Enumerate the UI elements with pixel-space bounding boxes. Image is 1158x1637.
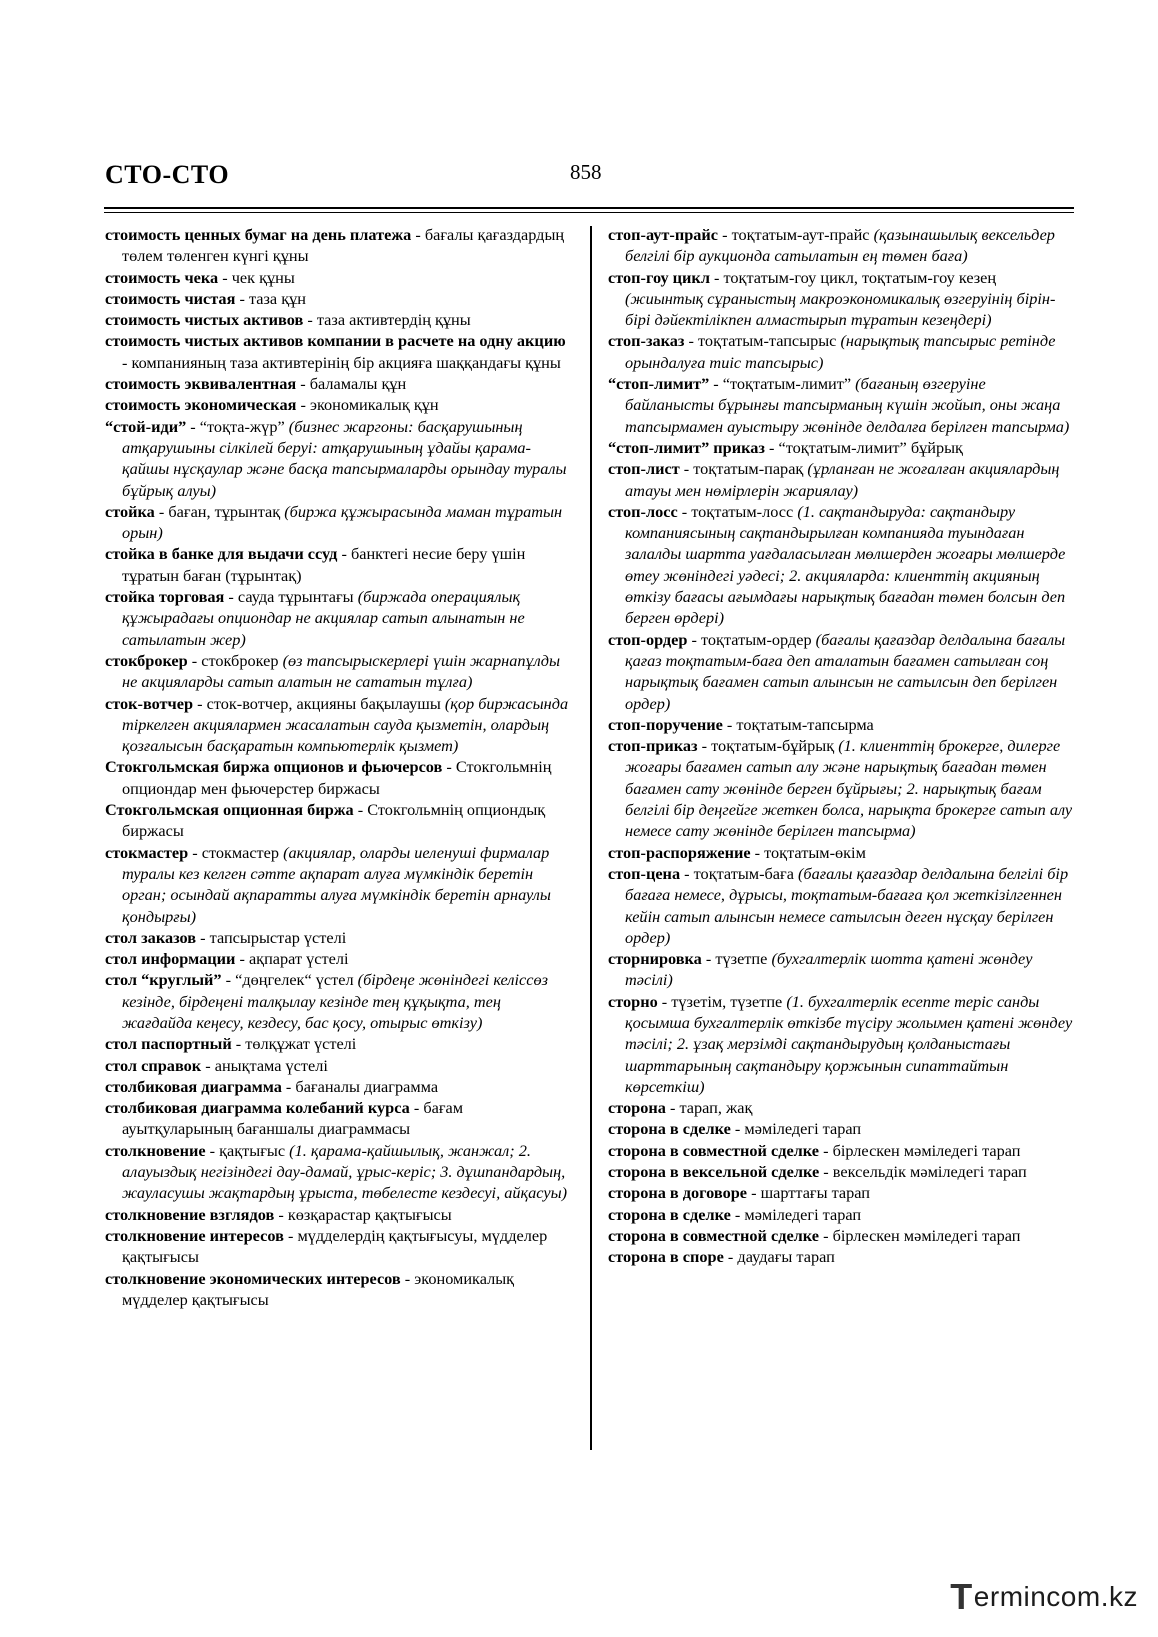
dictionary-entry: стойка торговая - сауда тұрынтағы (биржада операциялық құжырадағы опциондар не акциялар сатып алынатын не сатылатын жер) [105, 587, 525, 649]
left-column [105, 224, 571, 1310]
entry-translation: бағаналы диаграмма [295, 1076, 439, 1096]
dictionary-entry: стоп-цена - тоқтатым-баға (бағалы қағаздар делдалына белгілі бір бағаға немесе, дұрысы, тоқтатым-бағаға қол жеткізілгеннен кейін сатып алынсын немесе сатылсын деген нұсқау берілген ордер) [608, 863, 1069, 947]
entry-term: стоп-гоу цикл [608, 267, 710, 287]
dictionary-entry: сторона в договоре - шарттағы тарап [608, 1183, 871, 1203]
dictionary-entry: стойка в банке для выдачи ссуд - банктегі несие беру үшін тұратын баған (тұрынтақ) [105, 544, 526, 585]
entry-term: стоимость ценных бумаг на день платежа [105, 225, 412, 244]
entry-translation: бірлескен мәміледегі тарап [832, 1225, 1021, 1245]
entry-translation: бағам ауытқуларының бағаншалы диаграммасы [122, 1098, 464, 1139]
entry-term: сторона в совместной сделке [608, 1225, 820, 1245]
dictionary-entry: стоимость эквивалентная - баламалы құн [105, 374, 407, 394]
dictionary-entry: сторона в вексельной сделке - вексельдік мәміледегі тарап [608, 1162, 1027, 1182]
termincom-logo [950, 1575, 1138, 1619]
entry-term: сток-вотчер [105, 693, 194, 713]
entry-note: (биржада операциялық құжырадағы опциондар не акциялар сатып алынатын не сатылатын жер) [122, 587, 525, 649]
header-rule-thin [104, 212, 1074, 213]
entry-note: (1. клиенттің брокерге, дилерге жоғары бағамен сатып алу және нарықтық бағадан төмен бағамен сату жөнінде берген бұйрығы; 2. нарықтық бағам белгілі бір деңгейге жеткен болса, нарықта брокерге сатып алу немесе сату жөнінде берілген тапсырма) [625, 736, 1073, 841]
dictionary-entry: стол заказов - тапсырыстар үстелі [105, 927, 347, 947]
entry-translation: бірлескен мәміледегі тарап [832, 1140, 1021, 1160]
entry-term: стойка [105, 501, 155, 521]
dictionary-entry: сторона в сделке - мәміледегі тарап [608, 1204, 862, 1224]
entry-term: стоп-цена [608, 863, 681, 883]
entry-translation: көзқарастар қақтығысы [287, 1204, 452, 1224]
entry-translation: сауда тұрынтағы [237, 587, 354, 607]
dictionary-entry: “стоп-лимит” - “тоқтатым-лимит” (бағаның өзгеруіне байланысты бұрынғы тапсырманың күшін жойып, оны жаңа тапсырмамен ауыстыру жөнінде делдалға берілген тапсырма) [608, 374, 1070, 436]
dictionary-entry: стол “круглый” - “дөңгелек“ үстел (бірдеңе жөніндегі келіссөз кезінде, бірдеңені талқылау кезінде тең құқықта, тең жағдайда кеңесу, кездесу, бас қосу, отырыс өткізу) [105, 970, 548, 1032]
entry-translation: қақтығыс [219, 1140, 286, 1160]
dictionary-entry: столбиковая диаграмма - бағаналы диаграмма [105, 1076, 439, 1096]
dictionary-entry: стокброкер - стокброкер (өз тапсырыскерлері үшін жарнапұлды не акцияларды сатып алатын не сататын тұлға) [105, 650, 561, 692]
dictionary-entry: сторона - тарап, жақ [608, 1098, 753, 1118]
entry-translation: мәміледегі тарап [744, 1119, 862, 1139]
entry-term: стол паспортный [105, 1034, 232, 1054]
dictionary-entry: столкновение экономических интересов - экономикалық мүдделер қақтығысы [105, 1268, 515, 1309]
entry-term: стоп-лосс [608, 501, 678, 521]
entry-term: Стокгольмская опционная биржа [105, 800, 354, 820]
entry-note: (жиынтық сұраныстың макроэкономикалық өзгеруінің бірін-бірі дәйектілікпен алмастырып тұратын кезеңдері) [625, 288, 1056, 330]
dictionary-entry: стоимость чистая - таза құн [105, 288, 306, 308]
entry-note: (бухгалтерлік шотта қатені жөндеу тәсілі) [625, 949, 1033, 990]
entry-translation: түзетпе [715, 949, 768, 969]
dictionary-entry: стоимость ценных бумаг на день платежа - бағалы қағаздардың төлем төленген күнгі құны [105, 225, 565, 266]
entry-term: стол информации [105, 949, 236, 969]
dictionary-entry: “стоп-лимит” приказ - “тоқтатым-лимит” бұйрық [608, 437, 963, 457]
entry-translation: тарап, жақ [679, 1098, 753, 1118]
entry-translation: ақпарат үстелі [248, 949, 349, 969]
dictionary-entry: стоп-приказ - тоқтатым-бұйрық (1. клиенттің брокерге, дилерге жоғары бағамен сатып алу және нарықтық бағадан төмен бағамен сату жөнінде берген бұйрығы; 2. нарықтық бағам белгілі бір деңгейге жеткен болса, нарықта брокерге сатып алу немесе сату жөнінде берілген тапсырма) [608, 736, 1073, 841]
entry-translation: мүдделердің қақтығысуы, мүдделер қақтығысы [122, 1225, 548, 1267]
column-divider [590, 226, 592, 1450]
entry-translation: тоқтатым-парақ [693, 459, 804, 479]
entry-note: (қор биржасында тіркелген акциялармен жасалатын сауда қызметін, олардың қозғалысын басқаратын компьютерлік қызмет) [122, 693, 569, 756]
entry-term: стойка в банке для выдачи ссуд [105, 544, 338, 564]
dictionary-entry: стоп-лосс - тоқтатым-лосс (1. сақтандыруда: сақтандыру компаниясының сақтандырылған компанияда туындаған залалды шартта уағдаласылған мөлшерден жоғары мөлшерде өтеу жөніндегі уәдесі; 2. акцияларда: клиенттің акцияның өткізу бағасы ағымдағы нарықтық бағадан төмен болсын деп берген өрдері) [608, 501, 1066, 628]
entry-translation: тоқтатым-тапсырыс [698, 331, 837, 351]
dictionary-entry: стоимость чека - чек құны [105, 267, 295, 287]
dictionary-entry: столкновение интересов - мүдделердің қақтығысуы, мүдделер қақтығысы [105, 1225, 548, 1267]
entry-term: сторона в сделке [608, 1204, 731, 1224]
entry-note: (1. қарама-қайшылық, жанжал; 2. алауыздық негізіндегі дау-дамай, ұрыс-керіс; 3. дұшпандардың, жауласушы жақтардың ұрыста, төбелесте кездесуі, айқасуы) [122, 1140, 568, 1203]
entry-translation: тоқтатым-аут-прайс [731, 225, 870, 244]
entry-term: сторнировка [608, 949, 702, 969]
dictionary-entry: сторно - түзетім, түзетпе (1. бухгалтерлік есепте теріс санды қосымша бухгалтерлік өткізбе түсіру жолымен қатені жөндеу тәсілі; 2. ұзақ мерзімді сақтандырудың қолданыстағы шарттарының сақтандыру қоржынын сипаттайтын көрсеткіш) [608, 991, 1073, 1096]
entry-translation: “тоқтатым-лимит” [722, 374, 852, 394]
dictionary-entry: стоимость экономическая - экономикалық құн [105, 395, 439, 415]
entry-term: “стой-иди” [105, 416, 187, 436]
entry-note: (1. бухгалтерлік есепте теріс санды қосымша бухгалтерлік өткізбе түсіру жолымен қатені жөндеу тәсілі; 2. ұзақ мерзімді сақтандырудың қолданыстағы шарттарының сақтандыру қоржынын сипаттайтын көрсеткіш) [625, 991, 1073, 1096]
page-number: 858 [570, 160, 602, 184]
entry-term: столкновение интересов [105, 1225, 284, 1245]
entry-term: стоимость чистая [105, 288, 236, 308]
entry-term: сторона [608, 1098, 666, 1118]
entry-translation: тоқтатым-лосс [691, 501, 794, 521]
entry-translation: мәміледегі тарап [744, 1204, 862, 1224]
dictionary-entry: стол справок - анықтама үстелі [105, 1055, 328, 1075]
entry-term: столбиковая диаграмма колебаний курса [105, 1098, 410, 1118]
entry-term: стоп-поручение [608, 714, 723, 734]
entry-translation: тоқтатым-тапсырма [736, 714, 874, 734]
entry-translation: экономикалық құн [309, 395, 439, 415]
entry-term: стоп-аут-прайс [608, 225, 719, 244]
dictionary-entry: столбиковая диаграмма колебаний курса - бағам ауытқуларының бағаншалы диаграммасы [105, 1098, 464, 1139]
entry-term: стол справок [105, 1055, 202, 1075]
entry-translation: банктегі несие беру үшін тұратын баған (тұрынтақ) [122, 544, 526, 585]
entry-translation: бағалы қағаздардың төлем төленген күнгі құны [122, 225, 565, 266]
entry-translation: Стокгольмнің опциондар мен фьючерстер биржасы [122, 757, 552, 798]
dictionary-entry: стоп-распоряжение - тоқтатым-өкім [608, 842, 866, 862]
entry-translation: компанияның таза активтерінің бір акцияға шаққандағы құны [131, 352, 561, 372]
dictionary-entry: стоимость чистых активов компании в расчете на одну акцию - компанияның таза активтерінің бір акцияға шаққандағы құны [105, 331, 566, 372]
entry-term: стоимость чека [105, 267, 219, 287]
dictionary-entry: стойка - баған, тұрынтақ (биржа құжырасында маман тұратын орын) [105, 501, 563, 543]
dictionary-entry: стоп-лист - тоқтатым-парақ (ұрланған не жоғалған акциялардың атауы мен нөмірлерін жариялау) [608, 459, 1060, 500]
entry-term: стол “круглый” [105, 970, 222, 990]
entry-term: столбиковая диаграмма [105, 1076, 282, 1096]
entry-term: сторона в сделке [608, 1119, 731, 1139]
dictionary-entry: стоп-заказ - тоқтатым-тапсырыс (нарықтық тапсырыс ретінде орындалуға тиіс тапсырыс) [608, 331, 1056, 372]
right-column [608, 224, 1074, 1268]
entry-translation: баған, тұрынтақ [168, 501, 281, 521]
dictionary-entry: Стокгольмская биржа опционов и фьючерсов - Стокгольмнің опциондар мен фьючерстер биржасы [105, 757, 552, 798]
dictionary-entry: стол паспортный - төлқұжат үстелі [105, 1034, 357, 1054]
entry-translation: анықтама үстелі [214, 1055, 328, 1075]
entry-translation: тоқтатым-бұйрық [711, 736, 835, 756]
entry-term: столкновение [105, 1140, 206, 1160]
dictionary-entry: сторона в совместной сделке - бірлескен мәміледегі тарап [608, 1140, 1021, 1160]
entry-translation: чек құны [231, 267, 295, 287]
dictionary-entry: сторона в совместной сделке - бірлескен мәміледегі тарап [608, 1225, 1021, 1245]
entry-translation: тоқтатым-гоу цикл, тоқтатым-гоу кезең [723, 267, 997, 287]
entry-term: стоимость чистых активов компании в расчете на одну акцию [105, 331, 566, 351]
dictionary-entry: стоп-аут-прайс - тоқтатым-аут-прайс (қазынашылық вексельдер белгілі бір аукционда сатылатын ең төмен баға) [608, 225, 1055, 266]
entry-term: сторона в совместной сделке [608, 1140, 820, 1160]
entry-translation: сток-вотчер, акцияны бақылаушы [206, 693, 441, 713]
entry-note: (биржа құжырасында маман тұратын орын) [122, 501, 563, 543]
entry-term: стоп-распоряжение [608, 842, 751, 862]
entry-term: стоп-лист [608, 459, 680, 479]
dictionary-entry: сторона в сделке - мәміледегі тарап [608, 1119, 862, 1139]
header-rule [104, 207, 1074, 209]
entry-translation: вексельдік мәміледегі тарап [832, 1162, 1027, 1182]
entry-note: (1. сақтандыруда: сақтандыру компаниясының сақтандырылған компанияда туындаған залалды шартта уағдаласылған мөлшерден жоғары мөлшерде өтеу жөніндегі уәдесі; 2. акцияларда: клиенттің акцияның өткізу бағасы ағымдағы нарықтық бағадан төмен болсын деп берген өрдері) [625, 501, 1066, 628]
dictionary-entry: стокмастер - стокмастер (акциялар, оларды иеленуші фирмалар туралы кез келген сәтте ақпарат алуға мүмкіндік беретін орган; осындай ақпаратты алуға мүмкіндік беретін арнаулы қондырғы) [105, 842, 551, 926]
dictionary-entry: “стой-иди” - “тоқта-жүр” (бизнес жаргоны: басқарушының атқарушыны сілкілей беруі: атқарушының ұдайы қарама-қайшы нұсқаулар және басқа тапсырмаларды орындау туралы бұйрық алуы) [105, 416, 567, 500]
entry-note: (нарықтық тапсырыс ретінде орындалуға тиіс тапсырыс) [625, 331, 1056, 372]
entry-term: стоп-ордер [608, 629, 688, 649]
dictionary-entry: стол информации - ақпарат үстелі [105, 949, 349, 969]
entry-translation: экономикалық мүдделер қақтығысы [122, 1268, 515, 1309]
entry-translation: даудағы тарап [737, 1247, 835, 1267]
dictionary-entry: сторона в споре - даудағы тарап [608, 1247, 835, 1267]
entry-term: столкновение взглядов [105, 1204, 275, 1224]
entry-note: (ұрланған не жоғалған акциялардың атауы мен нөмірлерін жариялау) [625, 459, 1060, 500]
entry-term: “стоп-лимит” [608, 374, 710, 394]
dictionary-entry: стоимость чистых активов - таза активтердің құны [105, 310, 471, 330]
entry-translation: Стокгольмнің опциондық биржасы [122, 800, 546, 841]
entry-translation: баламалы құн [309, 374, 407, 394]
entry-translation: “дөңгелек“ үстел [235, 970, 354, 990]
entry-translation: стокмастер [201, 842, 280, 862]
entry-term: сторона в договоре [608, 1183, 748, 1203]
entry-translation: тоқтатым-баға [693, 863, 794, 883]
entry-translation: стокброкер [201, 650, 279, 670]
entry-term: сторона в вексельной сделке [608, 1162, 820, 1182]
entry-term: Стокгольмская биржа опционов и фьючерсов [105, 757, 443, 777]
entry-translation: тапсырыстар үстелі [209, 927, 347, 947]
entry-term: стоп-приказ [608, 736, 698, 756]
logo-text: ermincom.kz [973, 1581, 1138, 1612]
entry-term: стоимость экономическая [105, 395, 297, 415]
entry-note: (акциялар, оларды иеленуші фирмалар туралы кез келген сәтте ақпарат алуға мүмкіндік беретін орган; осындай ақпаратты алуға мүмкіндік беретін арнаулы қондырғы) [122, 842, 551, 926]
entry-term: стоп-заказ [608, 331, 685, 351]
entry-term: стол заказов [105, 927, 197, 947]
entry-note: (өз тапсырыскерлері үшін жарнапұлды не акцияларды сатып алатын не сататын тұлға) [122, 650, 561, 692]
entry-note: (қазынашылық вексельдер белгілі бір аукционда сатылатын ең төмен баға) [625, 225, 1055, 266]
dictionary-entry: сторнировка - түзетпе (бухгалтерлік шотта қатені жөндеу тәсілі) [608, 949, 1033, 990]
dictionary-entry: сток-вотчер - сток-вотчер, акцияны бақылаушы (қор биржасында тіркелген акциялармен жасалатын сауда қызметін, олардың қозғалысын басқаратын компьютерлік қызмет) [105, 693, 569, 756]
entry-translation: тоқтатым-ордер [701, 629, 812, 649]
entry-term: стокброкер [105, 650, 188, 670]
entry-translation: таза құн [248, 288, 306, 308]
dictionary-entry: стоп-поручение - тоқтатым-тапсырма [608, 714, 874, 734]
entry-term: сторно [608, 991, 658, 1011]
entry-term: стойка торговая [105, 587, 225, 607]
entry-translation: түзетім, түзетпе [671, 991, 783, 1011]
entry-translation: тоқтатым-өкім [764, 842, 866, 862]
dictionary-entry: столкновение взглядов - көзқарастар қақтығысы [105, 1204, 452, 1224]
entry-translation: шарттағы тарап [760, 1183, 871, 1203]
entry-term: стоимость чистых активов [105, 310, 304, 330]
dictionary-entry: стоп-гоу цикл - тоқтатым-гоу цикл, тоқтатым-гоу кезең (жиынтық сұраныстың макроэкономикалық өзгеруінің бірін-бірі дәйектілікпен алмастырып тұратын кезеңдері) [608, 267, 1056, 330]
entry-term: “стоп-лимит” приказ [608, 437, 765, 457]
entry-term: стоимость эквивалентная [105, 374, 297, 394]
entry-term: стокмастер [105, 842, 189, 862]
dictionary-entry: столкновение - қақтығыс (1. қарама-қайшылық, жанжал; 2. алауыздық негізіндегі дау-дамай, ұрыс-керіс; 3. дұшпандардың, жауласушы жақтардың ұрыста, төбелесте кездесуі, айқасуы) [105, 1140, 568, 1203]
logo-mark: T [950, 1576, 973, 1617]
entry-note: (бірдеңе жөніндегі келіссөз кезінде, бірдеңені талқылау кезінде тең құқықта, тең жағдайда кеңесу, кездесу, бас қосу, отырыс өткізу) [122, 970, 548, 1032]
entry-term: сторона в споре [608, 1247, 724, 1267]
dictionary-entry: Стокгольмская опционная биржа - Стокгольмнің опциондық биржасы [105, 800, 546, 841]
entry-translation: таза активтердің құны [316, 310, 471, 330]
entry-note: (бағаның өзгеруіне байланысты бұрынғы тапсырманың күшін жойып, оны жаңа тапсырмамен ауыстыру жөнінде делдалға берілген тапсырма) [625, 374, 1070, 436]
entry-term: столкновение экономических интересов [105, 1268, 401, 1288]
entry-note: (бағалы қағаздар делдалына белгілі бір бағаға немесе, дұрысы, тоқтатым-бағаға қол жеткізілгеннен кейін сатып алынсын немесе сатылсын деген нұсқау берілген ордер) [625, 863, 1069, 947]
dictionary-entry: стоп-ордер - тоқтатым-ордер (бағалы қағаздар делдалына бағалы қағаз тоқтатым-баға деп аталатын бағамен сатылған соң нарықтық бағамен сатып алынсын не сатылсын деп берілген ордер) [608, 629, 1066, 713]
header-title: СТО-СТО [105, 160, 230, 189]
entry-note: (бизнес жаргоны: басқарушының атқарушыны сілкілей беруі: атқарушының ұдайы қарама-қайшы нұсқаулар және басқа тапсырмаларды орындау туралы бұйрық алуы) [122, 416, 567, 500]
entry-translation: “тоқтатым-лимит” бұйрық [778, 437, 963, 457]
entry-translation: төлқұжат үстелі [245, 1034, 357, 1054]
entry-note: (бағалы қағаздар делдалына бағалы қағаз тоқтатым-баға деп аталатын бағамен сатылған соң нарықтық бағамен сатып алынсын не сатылсын деп берілген ордер) [625, 629, 1066, 713]
entry-translation: “тоқта-жүр” [199, 416, 285, 436]
